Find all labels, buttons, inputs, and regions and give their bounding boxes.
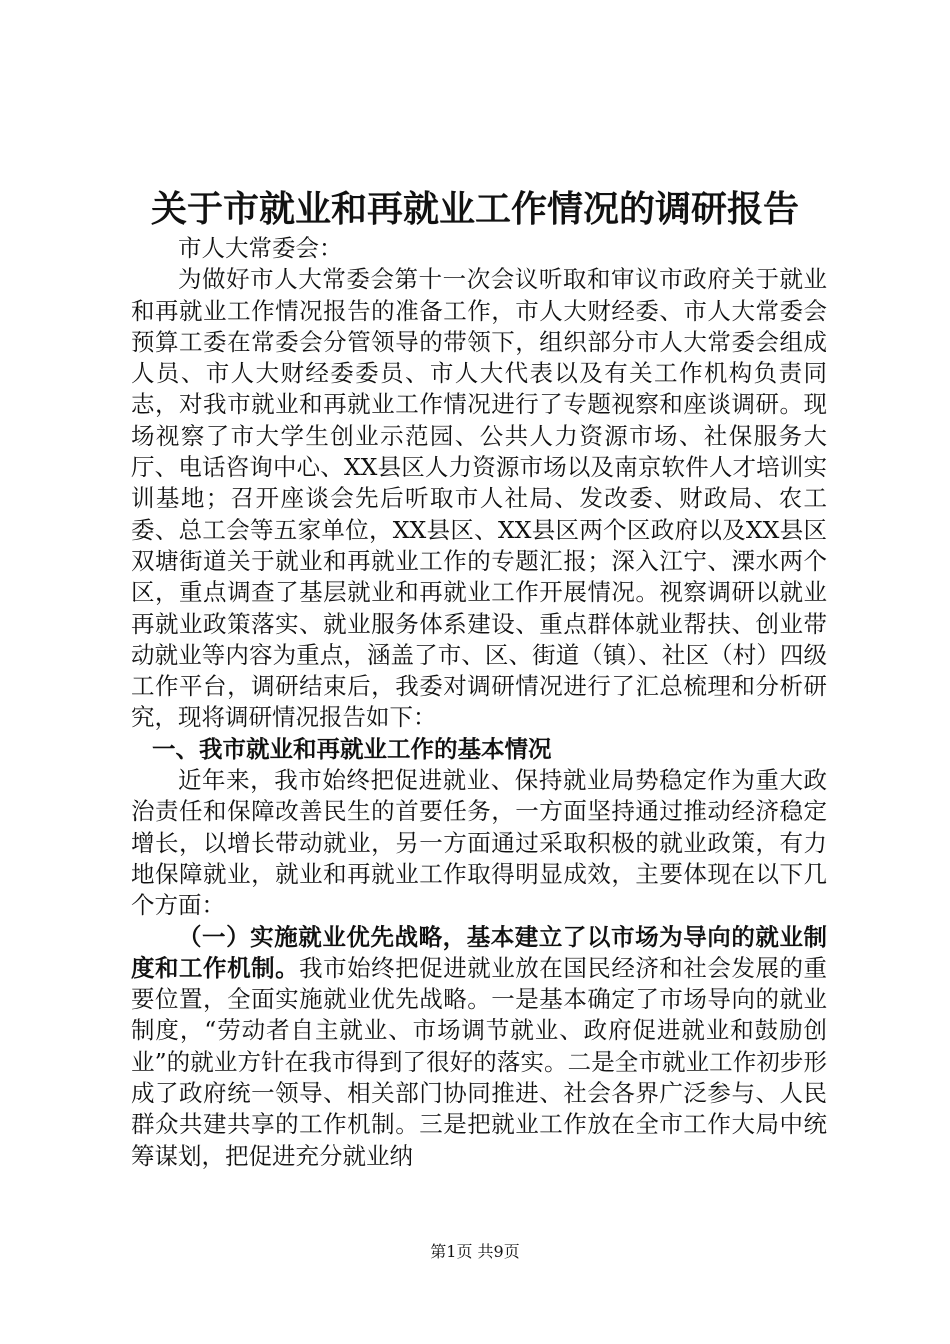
intro-paragraph: 为做好市人大常委会第十一次会议听取和审议市政府关于就业和再就业工作情况报告的准备工作，市人大财经委、市人大常委会预算工委在常委会分管领导的带领下，组织部分市人大常委会组成人员、市人大财经委委员、市人大代表以及有关工作机构负责同志，对我市就业和再就业工作情况进行了专题视察和座谈调研。现场视察了市大学生创业示范园、公共人力资源市场、社保服务大厅、电话咨询中心、XX县区人力资源市场以及南京软件人才培训实训基地；召开座谈会先后听取市人社局、发改委、财政局、农工委、总工会等五家单位，XX县区、XX县区两个区政府以及XX县区双塘街道关于就业和再就业工作的专题汇报；深入江宁、溧水两个区，重点调查了基层就业和再就业工作开展情况。视察调研以就业再就业政策落实、就业服务体系建设、重点群体就业帮扶、创业带动就业等内容为重点，涵盖了市、区、街道（镇）、社区（村）四级工作平台，调研结束后，我委对调研情况进行了汇总梳理和分析研究，现将调研情况报告如下：	[131, 265, 827, 732]
section-heading: 一、我市就业和再就业工作的基本情况	[152, 734, 552, 763]
salutation: 市人大常委会：	[178, 234, 343, 262]
document-body	[131, 233, 827, 1172]
subsection-paragraph	[131, 922, 827, 1172]
page-footer: 第1页 共9页	[430, 1242, 520, 1261]
section-paragraph: 近年来，我市始终把促进就业、保持就业局势稳定作为重大政治责任和保障改善民生的首要任务，一方面坚持通过推动经济稳定增长，以增长带动就业，另一方面通过采取积极的就业政策，有力地保障就业，就业和再就业工作取得明显成效，主要体现在以下几个方面：	[131, 766, 827, 920]
document-title: 关于市就业和再就业工作情况的调研报告	[150, 188, 799, 230]
subsection-text: 我市始终把促进就业放在国民经济和社会发展的重要位置，全面实施就业优先战略。一是基本确定了市场导向的就业制度，“劳动者自主就业、市场调节就业、政府促进就业和鼓励创业”的就业方针在我市得到了很好的落实。二是全市就业工作初步形成了政府统一领导、相关部门协同推进、社会各界广泛参与、人民群众共建共享的工作机制。三是把就业工作放在全市工作大局中统筹谋划，把促进充分就业纳	[131, 953, 827, 1170]
subsection-lead: （一）实施就业优先战略，基本建立了以市场为导向的就业制度和工作机制。	[131, 922, 827, 982]
